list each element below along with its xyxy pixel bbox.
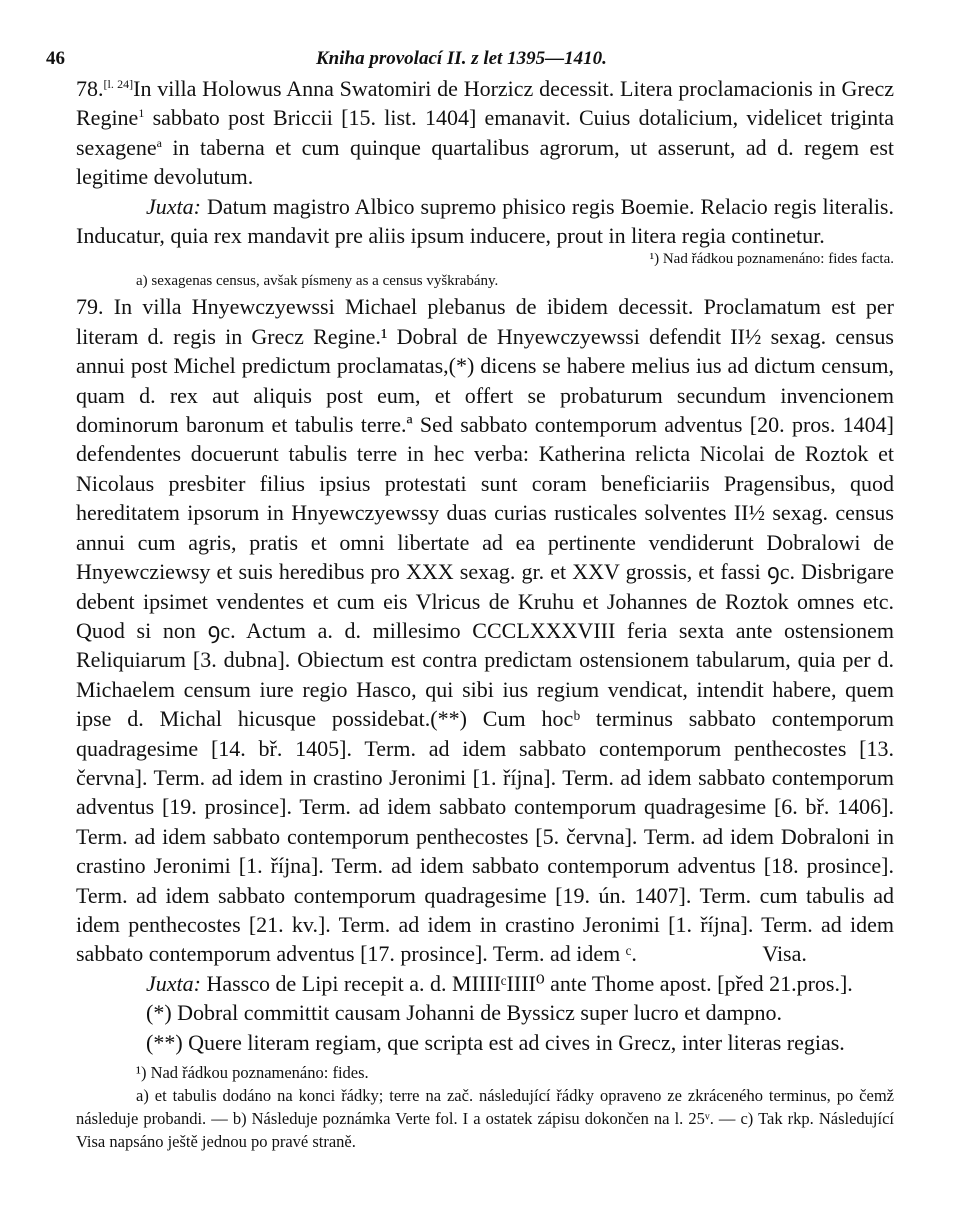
footnotes <box>76 1061 894 1153</box>
entry-79-juxta-text: Hassco de Lipi recepit a. d. MIIIIᶜIIII⁰ ante Thome apost. [před 21.pros.]. <box>200 970 853 996</box>
entry-79-number: 79. <box>76 294 104 320</box>
entry-78-body <box>76 74 894 192</box>
entry-78-juxta-label: Juxta: <box>146 193 201 219</box>
entry-79-juxta <box>76 969 894 998</box>
entry-78-text-1: In villa Holowus Anna Swatomiri de Horzicz decessit. Litera proclamacionis in Grecz Regine <box>76 76 895 131</box>
entry-78-juxta <box>76 192 894 251</box>
entry-79-visa: Visa. <box>762 941 807 967</box>
entry-78-number: 78. <box>76 76 104 101</box>
entry-78-folio-marker: [l. 24] <box>103 77 134 91</box>
entry-79-text: In villa Hnyewczyewssi Michael plebanus de ibidem decessit. Proclamatum est per literam d. regis in Grecz Regine.¹ Dobral de Hnyewczyewssi defendit II½ sexag. census annui post Michel predictum proclamatas,(*) dicens se habere melius ius ad dictum censum, quam d. rex aut aliquis post eum, et offert se probaturum secundum invencionem dominorum baronum et tabulis terre.ª Sed sabbato contemporum adventus [20. pros. 1404] defendentes docuerunt tabulis terre in hec verba: Katherina relicta Nicolai de Roztok et Nicolaus presbiter filius ipsius protestati sunt coram beneficiariis Pragensibus, quod hereditatem ipsorum in Hnyewczyewssy duas curias rusticales solventes II½ sexag. census annui cum agris, pratis et omni libertate ad ea pertinente vendiderunt Dobralowi de Hnyewcziewsy et suis heredibus pro XXX sexag. gr. et XXV grossis, et fassi ꝯc. Disbrigare debent ipsimet vendentes et cum eis Vlricus de Kruhu et Johannes de Roztok omnes etc. Quod si non ꝯc. Actum a. d. millesimo CCCLXXXVIII feria sexta ante ostensionem Reliquiarum [3. dubna]. Obiectum est contra predictam ostensionem tabularum, quia per d. Michaelem censum iure regio Hasco, qui sibi ius regium vendicat, intendit habere, quem ipse d. Michal hicusque possidebat.(**) Cum hocᵇ terminus sabbato contemporum quadragesime [14. bř. 1405]. Term. ad idem sabbato contemporum penthecostes [13. června]. Term. ad idem in crastino Jeronimi [1. října]. Term. ad idem sabbato contemporum adventus [19. prosince]. Term. ad idem sabbato contemporum quadragesime [6. bř. 1406]. Term. ad idem sabbato contemporum penthecostes [5. června]. Term. ad idem Dobraloni in crastino Jeronimi [1. října]. Term. ad idem sabbato contemporum adventus [18. prosince]. Term. ad idem sabbato contemporum quadragesime [19. ún. 1407]. Term. cum tabulis ad idem penthecostes [21. kv.]. Term. ad idem in crastino Jeronimi [1. října]. Term. ad idem sabbato contemporum adventus [17. prosince]. Term. ad idem ᶜ. <box>76 294 895 967</box>
entry-79-juxta-label: Juxta: <box>146 970 201 996</box>
entry-79-note-star-1: (*) Dobral committit causam Johanni de Byssicz super lucro et dampno. <box>146 1000 783 1026</box>
entry-79-footnote-a: a) et tabulis dodáno na konci řádky; terre na zač. následující řádky opraveno ze zkráceného terminus, po čemž následuje probandi. — b) Následuje poznámka Verte fol. I a ostatek zápisu dokončen na l. 25ᵛ. — c) Tak rkp. Následující Visa napsáno ještě jednou po pravé straně. <box>76 1086 894 1151</box>
running-title: Kniha provolací II. z let 1395—1410. <box>316 48 607 69</box>
footnote-ref-a: a <box>156 135 162 150</box>
entry-78-juxta-text: Datum magistro Albico supremo phisico regis Boemie. Relacio regis literalis. Inducatur, quia rex mandavit pre aliis ipsum inducere, prout in litera regia continetur. <box>76 193 894 249</box>
footnote-ref-1: 1 <box>138 106 145 121</box>
page-number: 46 <box>46 48 65 69</box>
entry-78-text-2: sabbato post Briccii [15. list. 1404] emanavit. Cuius dotalicium, videlicet triginta sexagene <box>76 105 894 160</box>
entry-79-body <box>76 292 894 968</box>
entry-78-footnote-a: a) sexagenas census, avšak písmeny as a census vyškrabány. <box>136 273 499 290</box>
document-page <box>46 40 895 1153</box>
entry-78-text-3: in taberna et cum quinque quartalibus agrorum, ut asserunt, ad d. regem est legitime devolutum. <box>76 134 894 190</box>
entry-79-note-star-2: (**) Quere literam regiam, que scripta est ad cives in Grecz, inter literas regias. <box>146 1029 845 1055</box>
entry-78-footnote-1: ¹) Nad řádkou poznamenáno: fides facta. <box>649 251 894 268</box>
entry-79-footnote-1: ¹) Nad řádkou poznamenáno: fides. <box>136 1063 369 1082</box>
page-header <box>46 40 894 74</box>
